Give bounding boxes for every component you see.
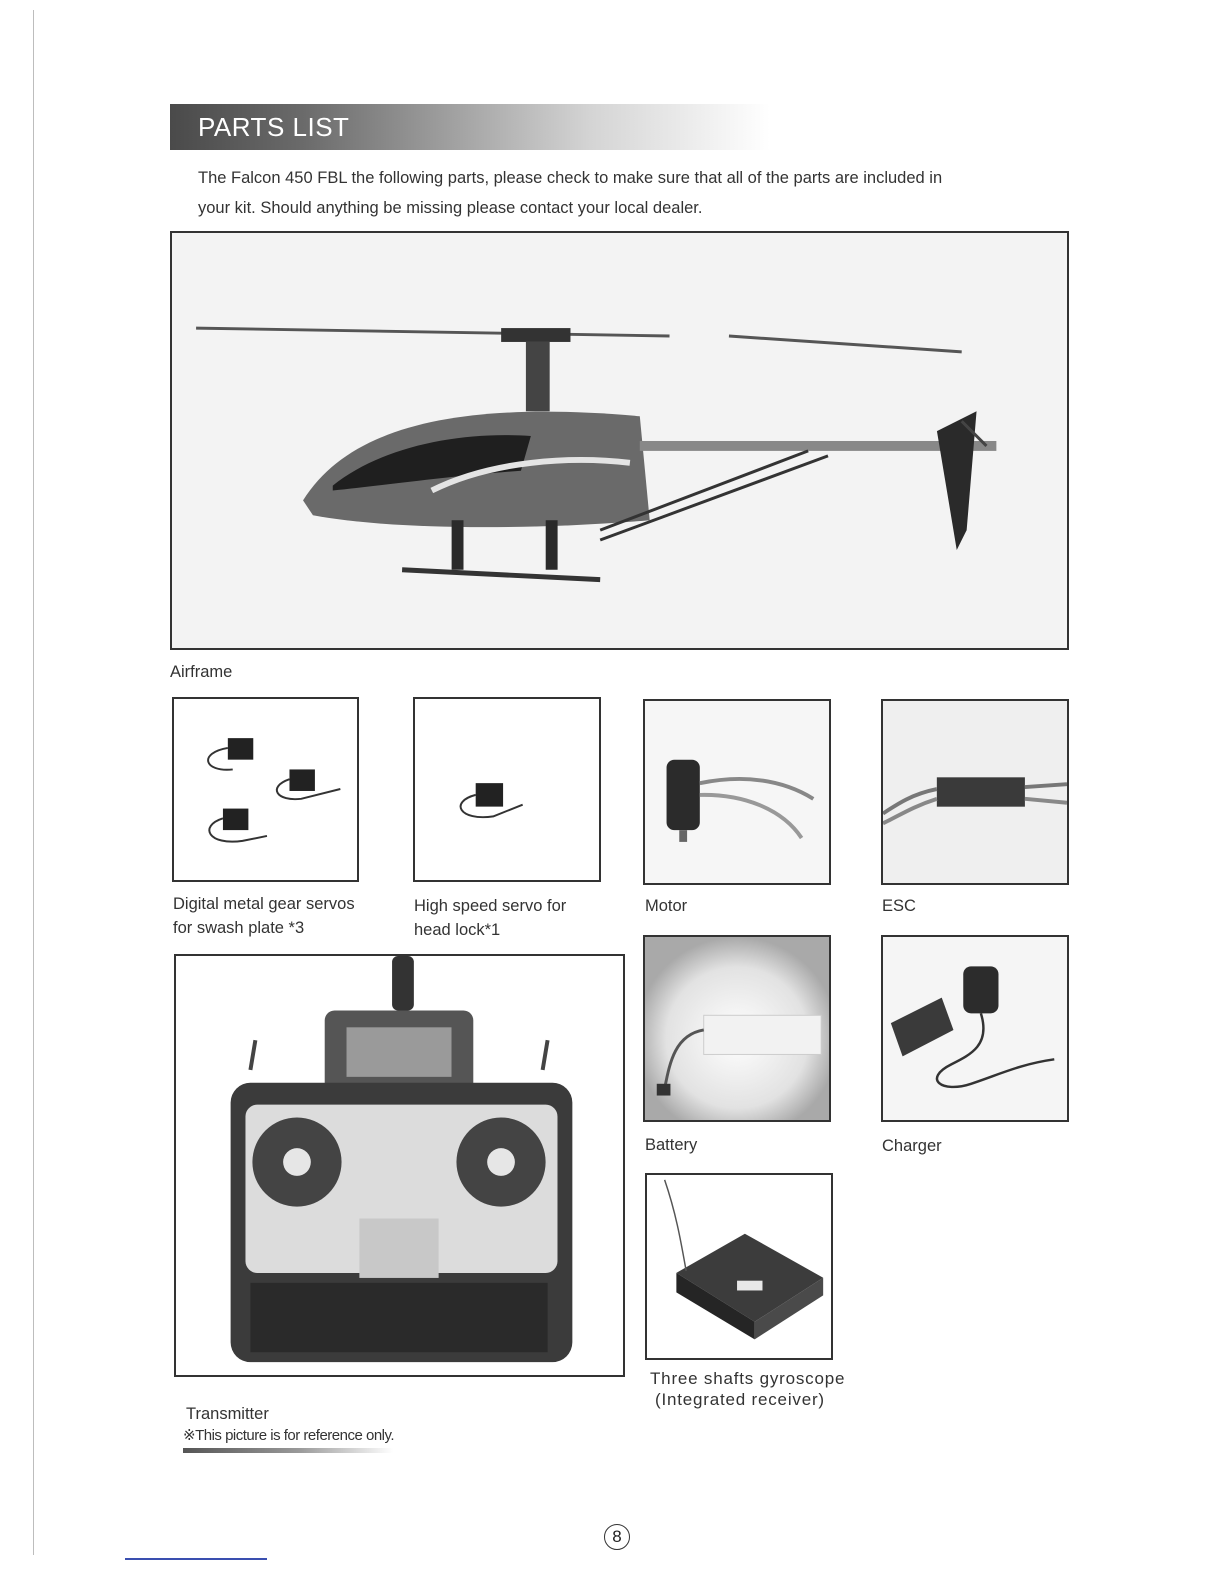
esc-photo [881,699,1069,885]
battery-image [645,937,829,1120]
gyroscope-caption-line2: (Integrated receiver) [655,1390,825,1409]
transmitter-caption: Transmitter [186,1405,269,1423]
servos-photo [172,697,359,882]
high-speed-servo-photo [413,697,601,882]
airframe-photo [170,231,1069,650]
motor-image [645,701,829,883]
helicopter-image [172,233,1067,648]
motor-photo [643,699,831,885]
margin-rule [33,10,34,1555]
esc-caption: ESC [882,897,916,915]
battery-caption: Battery [645,1136,698,1154]
gyroscope-image [647,1175,831,1358]
servos-caption [173,892,355,940]
transmitter-image [176,956,623,1375]
servos-caption-line2: for swash plate *3 [173,919,305,937]
servos-image [174,699,357,880]
high-speed-servo-image [415,699,599,880]
servos-caption-line1: Digital metal gear servos [173,895,355,913]
motor-caption: Motor [645,897,688,915]
battery-photo [643,935,831,1122]
high-speed-servo-caption [414,894,566,942]
charger-photo [881,935,1069,1122]
intro-paragraph: The Falcon 450 FBL the following parts, please check to make sure that all of the parts are included in your kit. Should anything be missing please contact your local dealer. [198,169,943,217]
high-speed-servo-caption-line2: head lock*1 [414,921,501,939]
page-number: 8 [604,1524,630,1550]
section-header [170,104,770,150]
charger-caption: Charger [882,1137,942,1155]
gyroscope-caption [650,1368,845,1410]
gyroscope-caption-line1: Three shafts gyroscope [650,1369,846,1388]
gyroscope-photo [645,1173,833,1360]
airframe-caption: Airframe [170,663,233,681]
charger-image [883,937,1067,1120]
section-title: PARTS LIST [198,112,350,142]
note-underline [183,1448,393,1453]
esc-image [883,701,1067,883]
transmitter-photo [174,954,625,1377]
high-speed-servo-caption-line1: High speed servo for [414,897,567,915]
transmitter-note: ※This picture is for reference only. [183,1427,395,1444]
footer-rule [125,1558,267,1560]
